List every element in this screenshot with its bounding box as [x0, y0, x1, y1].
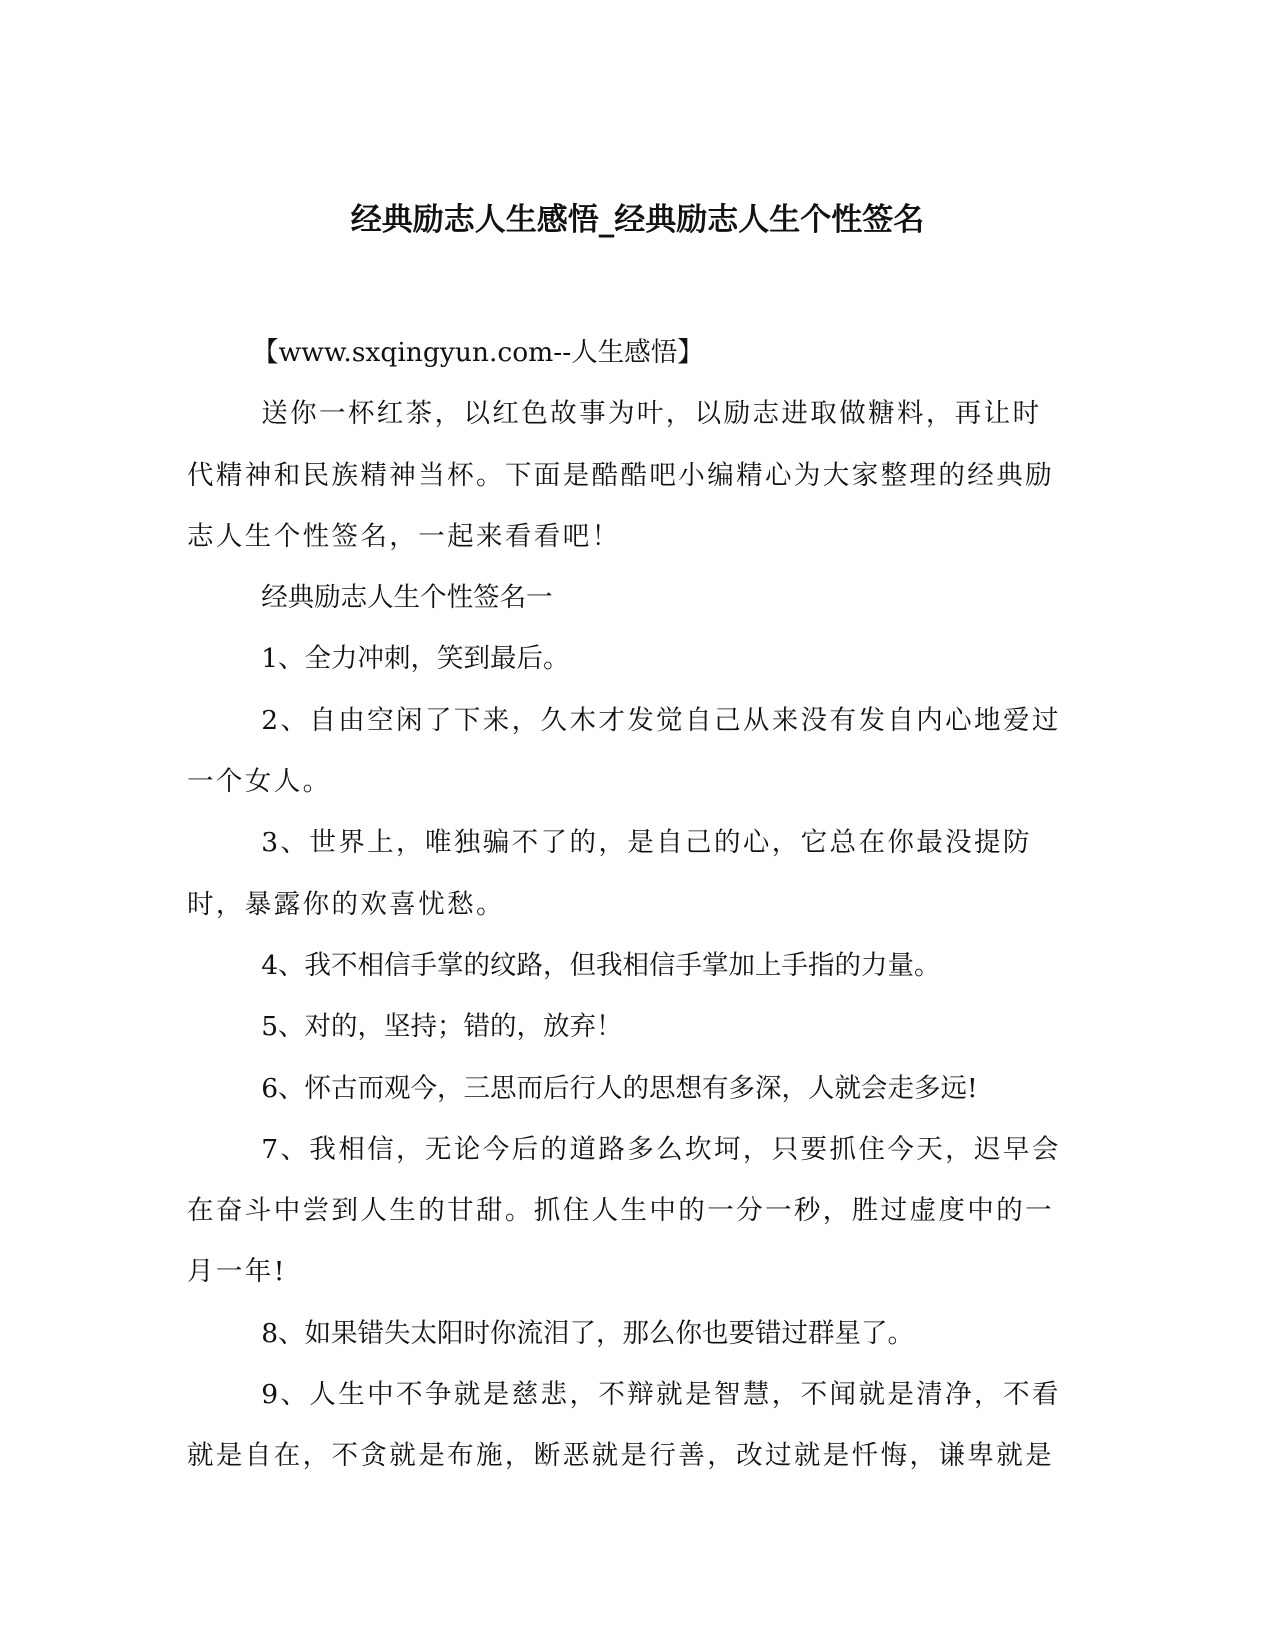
- document-title: 经典励志人生感悟_经典励志人生个性签名: [350, 202, 925, 238]
- source-line: 【www.sxqingyun.com--人生感悟】: [252, 337, 704, 368]
- list-item: 3、世界上，唯独骗不了的，是自己的心，它总在你最没提防时，暴露你的欢喜忧愁。: [187, 827, 1032, 920]
- list-item: 2、自由空闲了下来，久木才发觉自己从来没有发自内心地爱过一个女人。: [187, 704, 1061, 798]
- list-item: 6、怀古而观今，三思而后行人的思想有多深，人就会走多远!: [261, 1072, 978, 1104]
- list-item: 8、如果错失太阳时你流泪了，那么你也要错过群星了。: [261, 1317, 915, 1349]
- intro-paragraph: 送你一杯红茶，以红色故事为叶，以励志进取做糖料，再让时代精神和民族精神当杯。下面是酷酷吧小编精心为大家整理的经典励志人生个性签名，一起来看看吧！: [187, 398, 1054, 552]
- list-item: 1、全力冲刺，笑到最后。: [261, 643, 570, 675]
- list-item: 9、人生中不争就是慈悲，不辩就是智慧，不闻就是清净，不看就是自在，不贪就是布施，断恶就是行善，改过就是忏悔，谦卑就是: [187, 1379, 1061, 1472]
- section-heading: 经典励志人生个性签名一: [261, 582, 553, 614]
- list-item: 7、我相信，无论今后的道路多么坎坷，只要抓住今天，迟早会在奋斗中尝到人生的甘甜。抓住人生中的一分一秒，胜过虚度中的一月一年!: [187, 1133, 1061, 1288]
- list-item: 4、我不相信手掌的纹路，但我相信手掌加上手指的力量。: [261, 949, 941, 981]
- list-item: 5、对的，坚持；错的，放弃！: [261, 1011, 623, 1043]
- document-body: [187, 322, 1067, 1487]
